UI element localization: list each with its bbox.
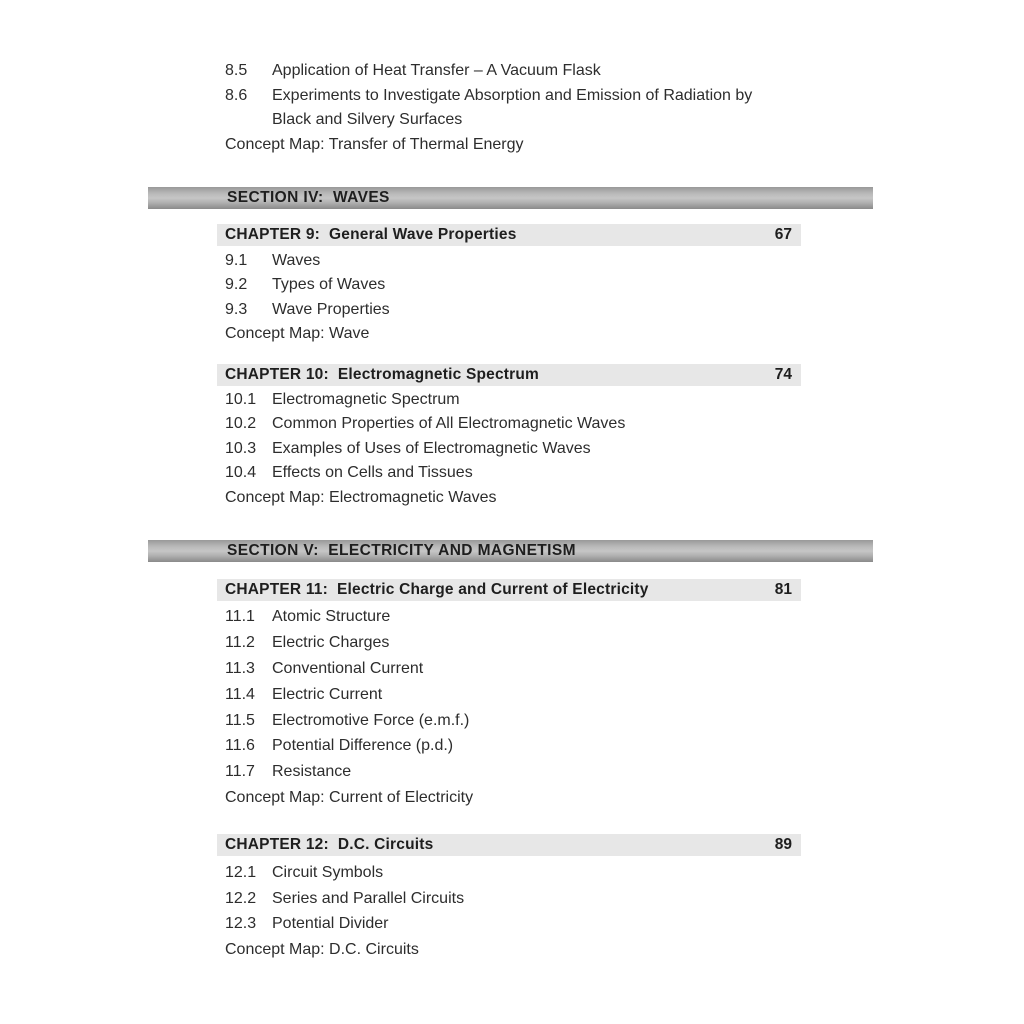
toc-item-number: 11.2 [225,633,255,651]
toc-item [225,276,390,300]
toc-item [225,634,473,660]
chapter9-item-list [225,252,390,349]
toc-item-text: Electromotive Force (e.m.f.) [272,711,470,729]
toc-item [225,391,625,415]
toc-item-text: Application of Heat Transfer – A Vacuum Flask [272,62,601,79]
chapter10-item-list [225,391,625,513]
chapter-title: CHAPTER 9: General Wave Properties [225,226,517,243]
toc-item-text: Black and Silvery Surfaces [272,111,463,128]
toc-item-number: 8.5 [225,62,248,79]
toc-item-number: 12.2 [225,889,257,907]
toc-item-text: Series and Parallel Circuits [272,889,465,907]
chapter8-item-list [225,62,752,160]
toc-item-number: 10.2 [225,415,257,433]
toc-item-number: 11.1 [225,608,255,625]
toc-item-text: Circuit Symbols [272,864,384,881]
toc-item-number: 9.2 [225,276,248,294]
toc-item-text: Effects on Cells and Tissues [272,464,473,482]
toc-item [225,464,625,488]
toc-item [225,686,473,712]
section-title: SECTION V: ELECTRICITY AND MAGNETISM [227,542,576,559]
toc-item-text: Types of Waves [272,276,386,294]
toc-item-number: 11.5 [225,711,255,729]
toc-item-number: 11.6 [225,737,255,755]
concept-map-text: Concept Map: Transfer of Thermal Energy [225,135,524,153]
section-title: SECTION IV: WAVES [227,189,390,206]
concept-map-entry [225,489,625,513]
toc-item-text: Potential Divider [272,915,389,932]
toc-item-text: Common Properties of All Electromagnetic Waves [272,415,626,433]
chapter-header-bar [217,224,801,246]
chapter-page-number: 67 [774,226,792,243]
concept-map-text: Concept Map: Electromagnetic Waves [225,488,497,506]
toc-item-number: 9.3 [225,300,248,318]
concept-map-entry [225,789,473,815]
toc-item-number: 10.1 [225,391,257,408]
concept-map-entry [225,941,464,967]
toc-item-text: Resistance [272,763,352,781]
toc-item-number: 10.3 [225,439,257,457]
chapter-page-number: 74 [774,366,792,383]
toc-item [225,301,390,325]
toc-item [225,252,390,276]
toc-item-number: 8.6 [225,86,248,104]
toc-item-number: 11.7 [225,763,255,781]
chapter-header-bar [217,834,801,856]
toc-item-text: Wave Properties [272,300,390,318]
toc-item-number: 10.4 [225,464,257,482]
toc-item-text: Conventional Current [272,659,424,677]
toc-item-text: Electric Current [272,685,383,703]
toc-item-text: Potential Difference (p.d.) [272,737,454,755]
concept-map-text: Concept Map: Wave [225,324,370,342]
toc-item-number: 9.1 [225,252,248,269]
chapter-page-number: 81 [774,581,792,598]
toc-item-number: 12.1 [225,864,257,881]
toc-item-number: 11.3 [225,659,255,677]
toc-item-text: Waves [272,252,321,269]
toc-item [225,915,464,941]
toc-item-text: Examples of Uses of Electromagnetic Waves [272,439,591,457]
chapter-title: CHAPTER 12: D.C. Circuits [225,836,434,853]
toc-item [225,87,752,112]
section-header-bar [148,540,873,562]
toc-item [225,415,625,439]
toc-item-number: 11.4 [225,685,255,703]
chapter-page-number: 89 [774,836,792,853]
toc-item-text: Electromagnetic Spectrum [272,391,460,408]
toc-item [225,890,464,916]
concept-map-entry [225,136,752,161]
toc-item [225,440,625,464]
toc-item-number: 12.3 [225,915,257,932]
concept-map-entry [225,325,390,349]
toc-item [225,864,464,890]
toc-item [225,660,473,686]
toc-item [225,608,473,634]
chapter-title: CHAPTER 10: Electromagnetic Spectrum [225,366,540,383]
chapter11-item-list [225,608,473,815]
toc-item-text: Atomic Structure [272,608,391,625]
toc-item [225,712,473,738]
chapter-title: CHAPTER 11: Electric Charge and Current of Electricity [225,581,649,598]
concept-map-text: Concept Map: Current of Electricity [225,789,474,807]
toc-item-continuation [225,111,752,136]
chapter-header-bar [217,364,801,386]
section-header-bar [148,187,873,209]
concept-map-text: Concept Map: D.C. Circuits [225,940,419,958]
toc-item-text: Electric Charges [272,633,390,651]
toc-item [225,737,473,763]
toc-item [225,763,473,789]
toc-item [225,62,752,87]
chapter-header-bar [217,579,801,601]
chapter12-item-list [225,864,464,966]
toc-item-text: Experiments to Investigate Absorption and Emission of Radiation by [272,86,753,104]
